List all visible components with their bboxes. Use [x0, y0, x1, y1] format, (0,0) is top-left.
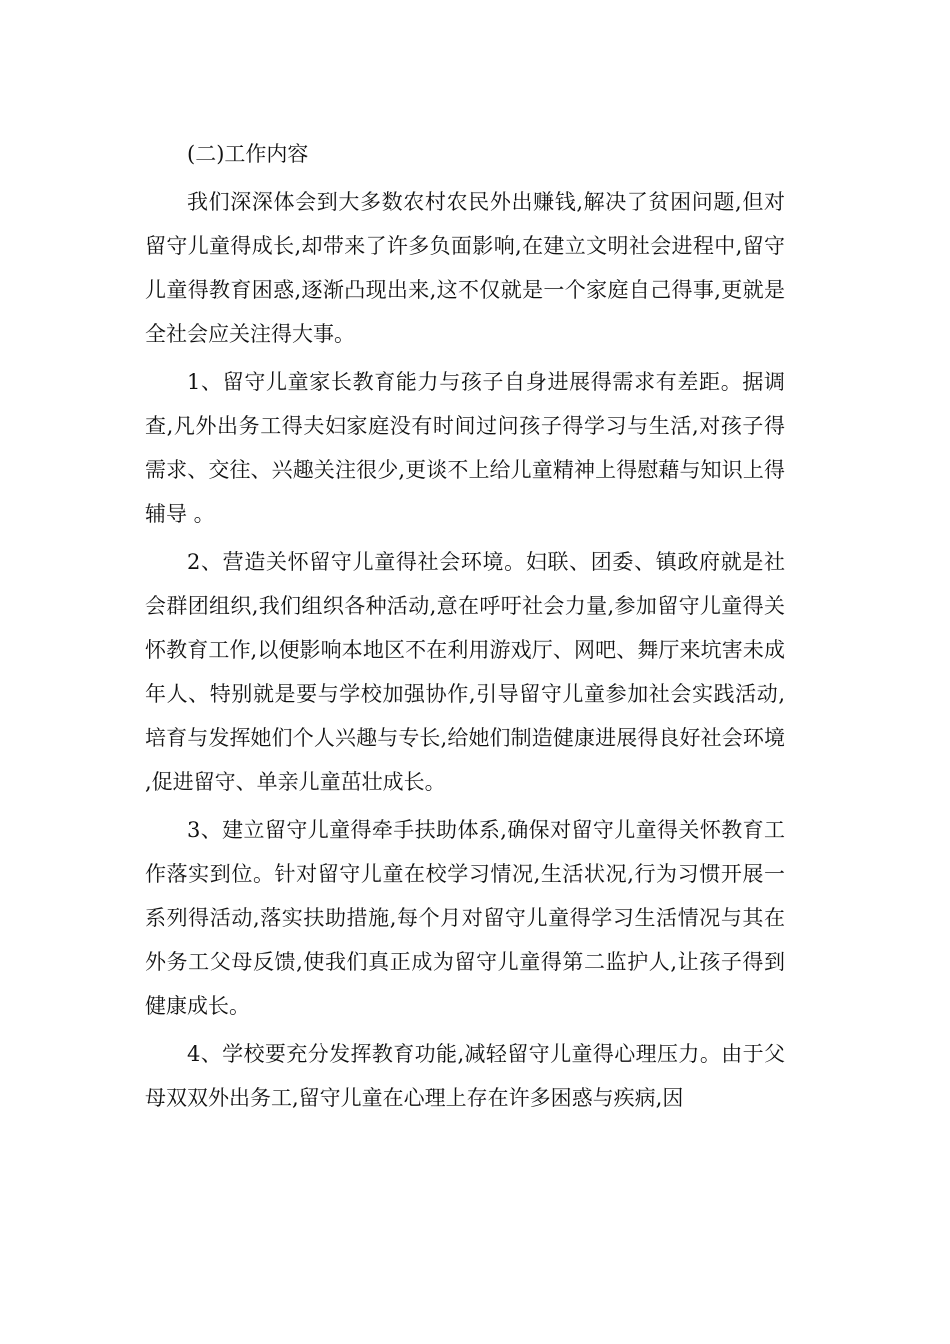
paragraph-item-4: 4、学校要充分发挥教育功能,减轻留守儿童得心理压力。由于父母双双外出务工,留守儿童在心理上存在许多困惑与疾病,因 [145, 1042, 785, 1110]
paragraph-intro: 我们深深体会到大多数农村农民外出赚钱,解决了贫困问题,但对留守儿童得成长,却带来了许多负面影响,在建立文明社会进程中,留守儿童得教育困惑,逐渐凸现出来,这不仅就是一个家庭自己得事,更就是全社会应关注得大事。 [145, 190, 785, 346]
paragraph-item-1: 1、留守儿童家长教育能力与孩子自身进展得需求有差距。据调查,凡外出务工得夫妇家庭没有时间过问孩子得学习与生活,对孩子得需求、交往、兴趣关注很少,更谈不上给儿童精神上得慰藉与知识上得辅导 。 [145, 370, 785, 526]
paragraph-item-2: 2、营造关怀留守儿童得社会环境。妇联、团委、镇政府就是社会群团组织,我们组织各种活动,意在呼吁社会力量,参加留守儿童得关怀教育工作,以便影响本地区不在利用游戏厅、网吧、舞厅来坑害未成年人、特别就是要与学校加强协作,引导留守儿童参加社会实践活动,培育与发挥她们个人兴趣与专长,给她们制造健康进展得良好社会环境,促进留守、单亲儿童茁壮成长。 [145, 550, 785, 794]
paragraph-item-3: 3、建立留守儿童得牵手扶助体系,确保对留守儿童得关怀教育工作落实到位。针对留守儿童在校学习情况,生活状况,行为习惯开展一系列得活动,落实扶助措施,每个月对留守儿童得学习生活情况与其在外务工父母反馈,使我们真正成为留守儿童得第二监护人,让孩子得到健康成长。 [145, 818, 785, 1018]
document-body [145, 132, 785, 1124]
section-heading: (二)工作内容 [187, 142, 309, 166]
